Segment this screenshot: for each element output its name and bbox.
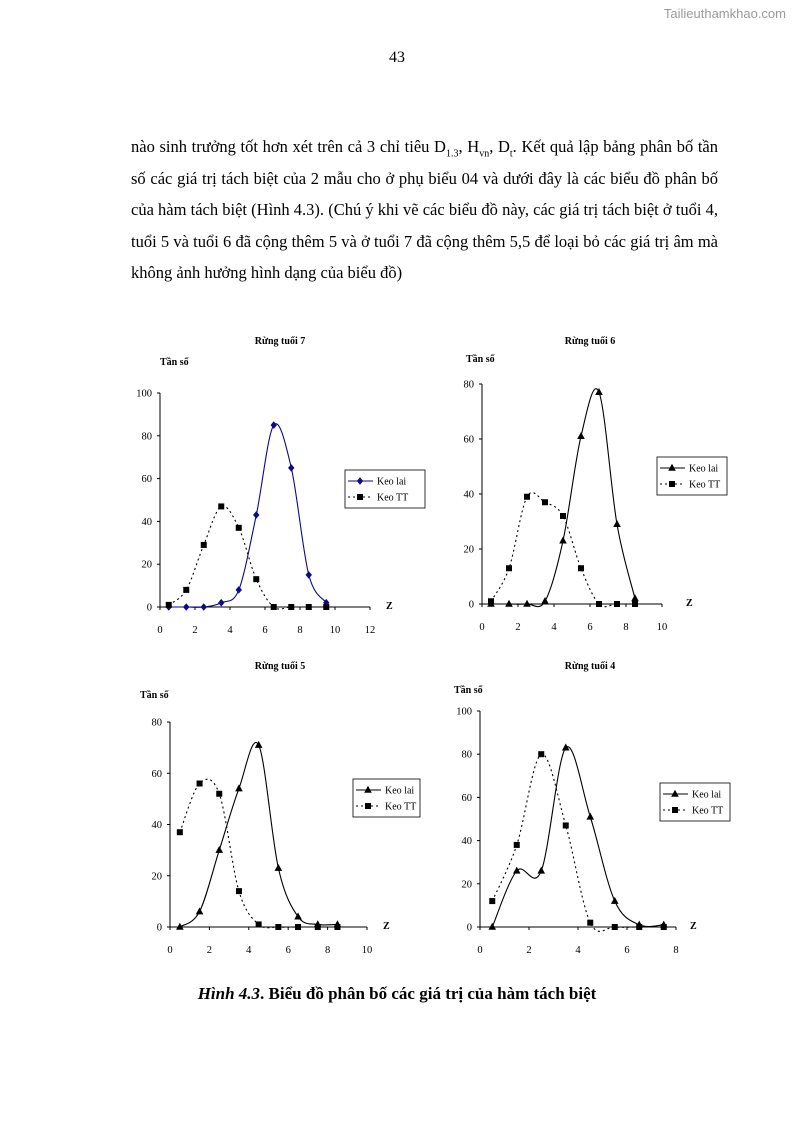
- data-point: [524, 494, 530, 500]
- x-tick-label: 10: [361, 945, 373, 956]
- text-run: , D: [489, 137, 510, 156]
- x-tick-label: 4: [551, 622, 557, 633]
- y-tick-label: 0: [146, 602, 152, 614]
- y-tick-label: 40: [461, 836, 472, 848]
- y-tick-label: 80: [151, 717, 162, 729]
- chart-rung-tuoi-7: [130, 325, 409, 640]
- figure-caption: [0, 984, 794, 1004]
- data-point: [236, 888, 242, 894]
- x-axis-label: Z: [386, 601, 393, 612]
- series-line: [180, 742, 338, 927]
- data-point: [612, 924, 618, 930]
- data-point: [513, 867, 521, 874]
- x-tick-label: 6: [624, 945, 630, 956]
- y-tick-label: 60: [151, 768, 162, 780]
- x-tick-label: 8: [324, 945, 331, 956]
- series-line: [492, 747, 664, 927]
- y-axis-label: Tần số: [160, 357, 189, 368]
- x-axis-label: Z: [686, 598, 693, 609]
- data-point: [253, 576, 259, 582]
- data-point: [275, 924, 281, 930]
- chart-rung-tuoi-5: [130, 655, 430, 970]
- body-paragraph: [131, 131, 718, 289]
- y-tick-label: 20: [141, 559, 152, 571]
- data-point: [523, 600, 531, 607]
- data-point: [288, 464, 294, 472]
- x-tick-label: 6: [587, 622, 593, 633]
- x-tick-label: 8: [673, 945, 679, 956]
- data-point: [505, 600, 513, 607]
- y-tick-label: 0: [468, 599, 474, 611]
- y-tick-label: 40: [141, 516, 152, 528]
- y-tick-label: 0: [156, 922, 162, 934]
- x-tick-label: 6: [262, 625, 268, 636]
- x-tick-label: 4: [246, 945, 252, 956]
- data-point: [323, 604, 329, 610]
- data-point: [295, 924, 301, 930]
- chart-title: Rừng tuổi 4: [564, 661, 616, 672]
- y-axis-label: Tần số: [454, 685, 483, 696]
- x-tick-label: 10: [329, 625, 341, 636]
- data-point: [253, 511, 259, 519]
- y-tick-label: 100: [456, 706, 472, 718]
- x-tick-label: 0: [479, 622, 485, 633]
- data-point: [537, 867, 545, 874]
- legend-marker: [365, 803, 371, 809]
- y-tick-label: 80: [141, 431, 152, 443]
- data-point: [201, 603, 207, 611]
- data-point: [514, 842, 520, 848]
- x-tick-label: 8: [623, 622, 629, 633]
- data-point: [506, 565, 512, 571]
- series-line: [491, 493, 635, 607]
- x-tick-label: 10: [656, 622, 668, 633]
- data-point: [632, 601, 638, 607]
- data-point: [215, 846, 223, 853]
- y-tick-label: 60: [463, 434, 474, 446]
- y-axis-label: Tần số: [466, 354, 495, 365]
- y-tick-label: 0: [466, 922, 472, 934]
- legend-label: Keo TT: [692, 805, 724, 817]
- page-number: 43: [389, 49, 405, 66]
- x-axis-label: Z: [690, 921, 697, 932]
- legend-label: Keo TT: [689, 479, 721, 491]
- data-point: [563, 822, 569, 828]
- data-point: [216, 791, 222, 797]
- x-tick-label: 4: [575, 945, 581, 956]
- data-point: [614, 601, 620, 607]
- data-point: [306, 571, 312, 579]
- y-tick-label: 20: [463, 544, 474, 556]
- data-point: [201, 542, 207, 548]
- chart-legend: [353, 779, 420, 817]
- data-point: [235, 784, 243, 791]
- chart-legend: [345, 470, 425, 508]
- data-point: [541, 597, 549, 604]
- legend-marker: [357, 494, 363, 500]
- legend-label: Keo lai: [692, 789, 722, 801]
- data-point: [661, 924, 667, 930]
- series-keo-tt: [488, 493, 638, 607]
- x-axis-label: Z: [383, 921, 390, 932]
- y-tick-label: 20: [461, 879, 472, 891]
- data-point: [218, 503, 224, 509]
- series-keo-lai: [488, 744, 667, 930]
- data-point: [197, 781, 203, 787]
- data-point: [183, 587, 189, 593]
- data-point: [271, 421, 277, 429]
- series-keo-lai: [176, 741, 341, 930]
- text-run: , H: [458, 137, 480, 156]
- data-point: [613, 520, 621, 527]
- subscript: vn: [479, 148, 490, 160]
- data-point: [196, 907, 204, 914]
- caption-text: . Biểu đồ phân bố các giá trị của hàm tách biệt: [260, 984, 597, 1003]
- data-point: [183, 603, 189, 611]
- y-tick-label: 20: [151, 871, 162, 883]
- chart-rung-tuoi-4: [430, 655, 740, 970]
- data-point: [306, 604, 312, 610]
- x-tick-label: 2: [206, 945, 213, 956]
- subscript: t: [509, 148, 513, 160]
- x-tick-label: 6: [285, 945, 291, 956]
- x-tick-label: 4: [227, 625, 233, 636]
- data-point: [489, 898, 495, 904]
- data-point: [587, 920, 593, 926]
- series-keo-tt: [489, 751, 667, 931]
- x-tick-label: 0: [477, 945, 483, 956]
- data-point: [542, 499, 548, 505]
- x-tick-label: 2: [515, 622, 521, 633]
- chart-rung-tuoi-6: [430, 325, 730, 640]
- y-tick-label: 100: [136, 388, 152, 400]
- data-point: [631, 594, 639, 601]
- chart-title: Rừng tuổi 7: [254, 336, 306, 347]
- data-point: [488, 923, 496, 930]
- data-point: [577, 432, 585, 439]
- legend-label: Keo TT: [377, 492, 409, 504]
- legend-label: Keo lai: [385, 785, 415, 797]
- x-tick-label: 2: [526, 945, 532, 956]
- data-point: [488, 598, 494, 604]
- legend-marker: [672, 807, 678, 813]
- text-run: nào sinh trưởng tốt hơn xét trên cả 3 chỉ tiêu D: [131, 137, 446, 156]
- y-tick-label: 80: [463, 379, 474, 391]
- data-point: [271, 604, 277, 610]
- x-tick-label: 8: [297, 625, 303, 636]
- data-point: [275, 864, 283, 871]
- data-point: [596, 601, 602, 607]
- y-tick-label: 40: [151, 820, 162, 831]
- data-point: [218, 599, 224, 607]
- x-tick-label: 2: [192, 625, 198, 636]
- data-point: [236, 525, 242, 531]
- data-point: [334, 924, 340, 930]
- legend-label: Keo lai: [689, 463, 719, 475]
- y-tick-label: 80: [461, 749, 472, 761]
- data-point: [611, 897, 619, 904]
- data-point: [560, 513, 566, 519]
- text-run: . Kết quả lập bảng phân bố tần số các giá trị tách biệt của 2 mẫu cho ở phụ biểu 04 và dưới đây là các biểu đồ phân bố của hàm tách biệt (Hình 4.3). (Chú ý khi vẽ các biểu đồ này, các giá trị tách biệt ở tuổi 4, tuổi 5 và tuổi 6 đã cộng thêm 5 và ở tuổi 7 đã cộng thêm 5,5 để loại bỏ các giá trị âm mà không ảnh hưởng hình dạng của biểu đồ): [131, 137, 719, 282]
- data-point: [256, 921, 262, 927]
- y-tick-label: 60: [141, 474, 152, 486]
- chart-title: Rừng tuổi 6: [564, 336, 616, 347]
- chart-legend: [657, 457, 727, 495]
- caption-label: Hình 4.3: [197, 984, 261, 1003]
- data-point: [166, 602, 172, 608]
- data-point: [586, 813, 594, 820]
- y-tick-label: 60: [461, 792, 472, 804]
- chart-legend: [660, 783, 730, 821]
- data-point: [636, 924, 642, 930]
- data-point: [177, 829, 183, 835]
- data-point: [236, 586, 242, 594]
- watermark: Tailieuthamkhao.com: [663, 6, 786, 21]
- data-point: [315, 924, 321, 930]
- x-tick-label: 12: [364, 625, 376, 636]
- subscript: 1.3: [445, 148, 459, 160]
- series-keo-lai: [487, 388, 639, 607]
- data-point: [578, 565, 584, 571]
- x-tick-label: 0: [167, 945, 173, 956]
- chart-title: Rừng tuổi 5: [254, 661, 306, 672]
- y-tick-label: 40: [463, 489, 474, 501]
- data-point: [538, 751, 544, 757]
- legend-marker: [669, 481, 675, 487]
- series-line: [169, 424, 326, 608]
- series-line: [491, 389, 635, 607]
- data-point: [559, 537, 567, 544]
- y-axis-label: Tần số: [140, 690, 169, 701]
- data-point: [288, 604, 294, 610]
- data-point: [176, 923, 184, 930]
- legend-label: Keo TT: [385, 801, 417, 813]
- x-tick-label: 0: [157, 625, 163, 636]
- legend-label: Keo lai: [377, 476, 407, 488]
- series-line: [180, 779, 338, 928]
